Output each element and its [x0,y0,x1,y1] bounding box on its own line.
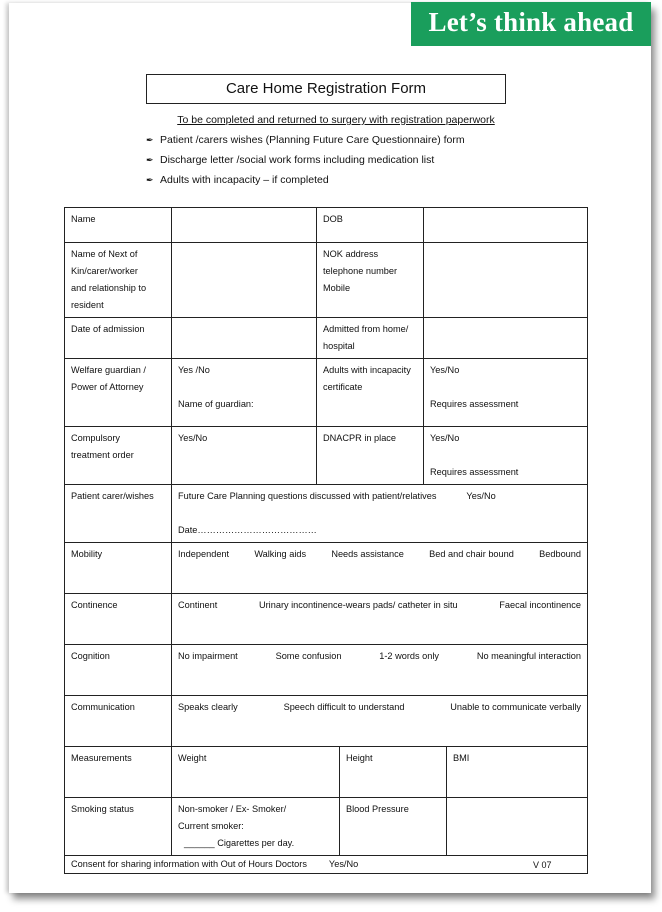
mobility-options[interactable]: Independent Walking aids Needs assistance Bed and chair bound Bedbound [172,543,588,594]
list-item: ✒ Adults with incapacity – if completed [146,174,329,186]
blood-pressure-field[interactable] [447,798,588,856]
table-row [65,747,588,798]
nok-address-label: NOK address telephone number Mobile [317,243,424,318]
smoking-status-field[interactable]: Non-smoker / Ex- Smoker/ Current smoker: ______ Cigarettes per day. [172,798,340,856]
table-row [65,696,588,747]
dnacpr-field[interactable]: Yes/No Requires assessment [424,427,588,485]
table-row [65,645,588,696]
table-row [65,594,588,645]
table-row [65,798,588,856]
continence-label: Continence [65,594,172,645]
table-row [65,243,588,318]
weight-field[interactable]: Weight [172,747,340,798]
writing-hand-icon: ✒ [146,175,154,185]
smoking-status-label: Smoking status [65,798,172,856]
table-row [65,318,588,359]
compulsory-order-field[interactable]: Yes/No [172,427,317,485]
version-label: V 07 [533,860,552,870]
admitted-from-field[interactable] [424,318,588,359]
table-row [65,359,588,427]
banner: Let’s think ahead [411,2,651,46]
nok-label: Name of Next of Kin/carer/worker and relationship to resident [65,243,172,318]
incapacity-cert-label: Adults with incapacity certificate [317,359,424,427]
name-field[interactable] [172,208,317,243]
required-documents-list [146,133,465,193]
writing-hand-icon: ✒ [146,155,154,165]
list-item: ✒ Discharge letter /social work forms including medication list [146,154,435,166]
dnacpr-label: DNACPR in place [317,427,424,485]
table-row [65,208,588,243]
admission-date-field[interactable] [172,318,317,359]
consent-field[interactable]: Consent for sharing information with Out of Hours Doctors Yes/No [65,856,588,874]
incapacity-cert-field[interactable]: Yes/No Requires assessment [424,359,588,427]
writing-hand-icon: ✒ [146,135,154,145]
dob-field[interactable] [424,208,588,243]
dob-label: DOB [317,208,424,243]
table-row [65,856,588,874]
name-label: Name [65,208,172,243]
admission-date-label: Date of admission [65,318,172,359]
compulsory-order-label: Compulsory treatment order [65,427,172,485]
communication-options[interactable]: Speaks clearly Speech difficult to understand Unable to communicate verbally [172,696,588,747]
continence-options[interactable]: Continent Urinary incontinence-wears pads/ catheter in situ Faecal incontinence [172,594,588,645]
height-field[interactable]: Height [340,747,447,798]
nok-field[interactable] [172,243,317,318]
list-item: ✒ Patient /carers wishes (Planning Future Care Questionnaire) form [146,134,465,146]
cognition-label: Cognition [65,645,172,696]
welfare-guardian-field[interactable]: Yes /No Name of guardian: [172,359,317,427]
bmi-field[interactable]: BMI [447,747,588,798]
nok-address-field[interactable] [424,243,588,318]
table-row [65,543,588,594]
patient-wishes-field[interactable]: Future Care Planning questions discussed with patient/relatives Yes/No Date………………………………… [172,485,588,543]
blood-pressure-label: Blood Pressure [340,798,447,856]
registration-table [64,207,588,874]
cognition-options[interactable]: No impairment Some confusion 1-2 words only No meaningful interaction [172,645,588,696]
table-row [65,427,588,485]
table-row [65,485,588,543]
patient-wishes-label: Patient carer/wishes [65,485,172,543]
form-title: Care Home Registration Form [146,74,506,104]
communication-label: Communication [65,696,172,747]
measurements-label: Measurements [65,747,172,798]
welfare-guardian-label: Welfare guardian / Power of Attorney [65,359,172,427]
form-subtitle: To be completed and returned to surgery with registration paperwork [177,114,495,126]
admitted-from-label: Admitted from home/ hospital [317,318,424,359]
mobility-label: Mobility [65,543,172,594]
